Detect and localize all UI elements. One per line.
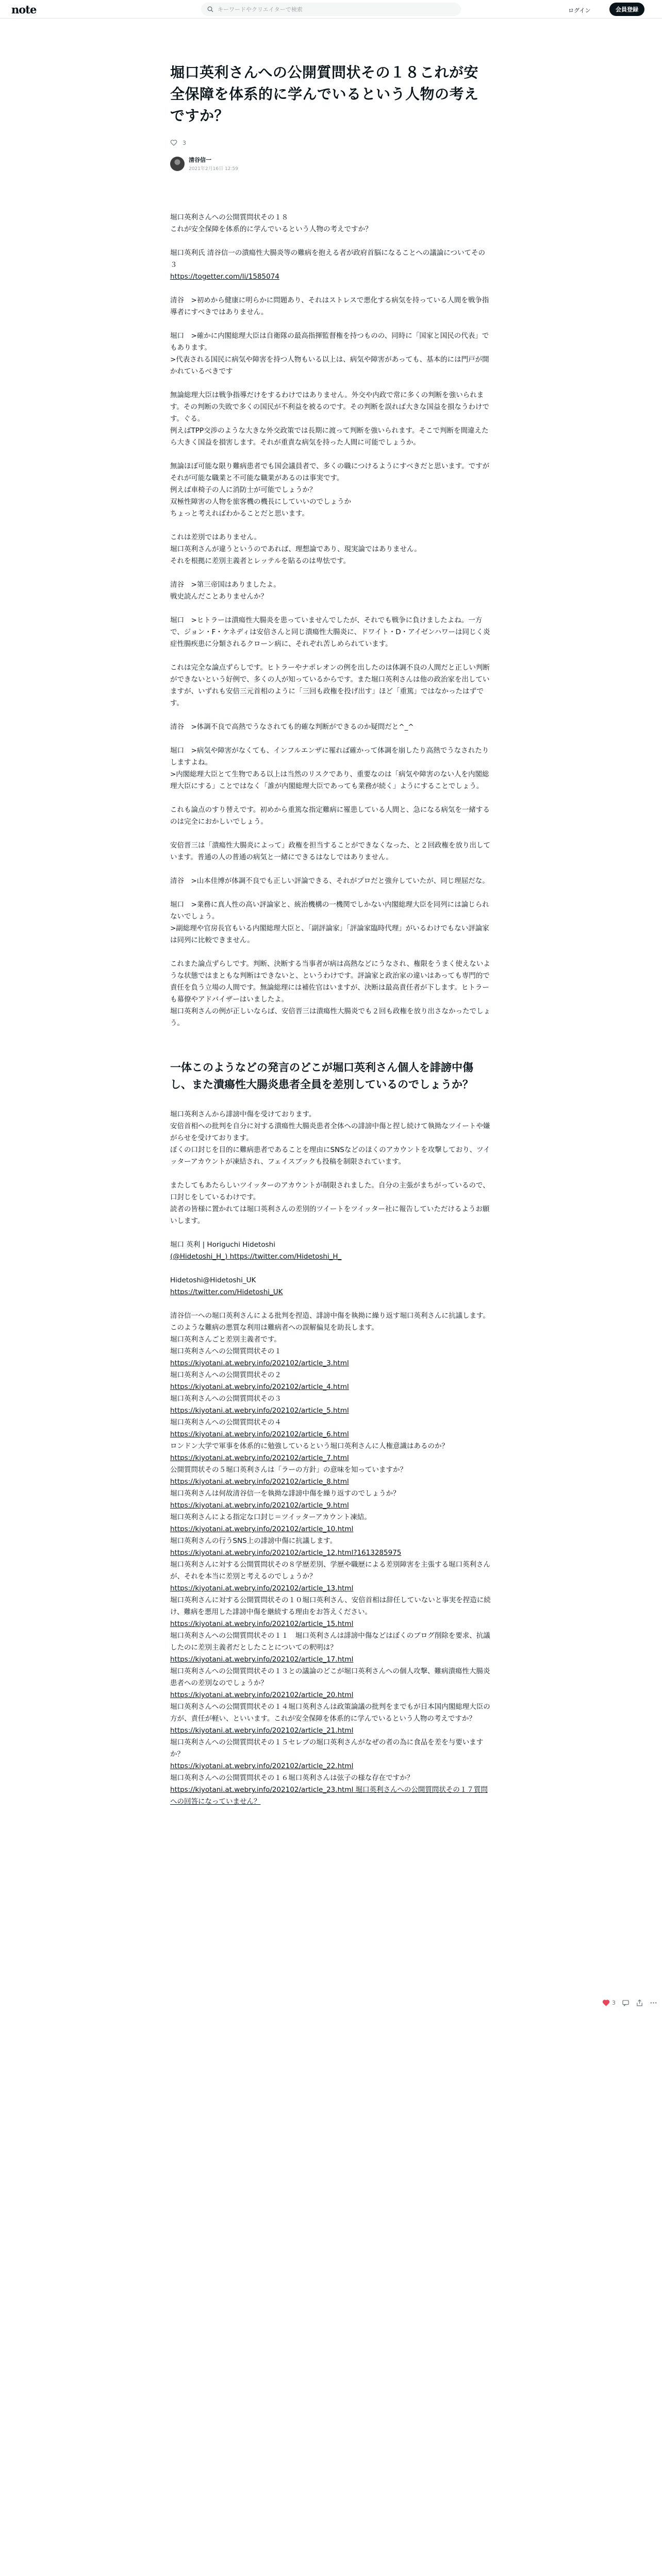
author-block	[170, 156, 492, 172]
reference-text: 堀口英利さんへの公開質問状その１３との議論のどこが堀口英利さんへの個人攻撃、難病潰瘍性大腸炎患者への差別なのでしょうか？	[170, 1667, 490, 1687]
article-body	[170, 212, 492, 1808]
reference-link[interactable]: https://twitter.com/Hidetoshi_UK	[170, 1288, 283, 1296]
paragraph: 堀口 >業務に真人性の高い評論家と、統治機構の一機関でしかない内閣総理大臣を同列には論じられないでしょう。 >副総理や官房長官もいる内閣総理大臣と、「副評論家」「評論家臨時代理」がいるわけでもない評論家は同列に比較できません。	[170, 901, 489, 944]
reference-text: 堀口英利さんへの公開質問状その１１ 堀口英利さんは誹謗中傷などはぼくのブログ削除を要求、抗議したのに差別主義者だとしたことについての釈明は？	[170, 1632, 490, 1652]
reference-link[interactable]: https://kiyotani.at.webry.info/202102/article_3.html	[170, 1359, 349, 1367]
reference-text: 堀口英利さんに対する公開質問状その８学歴差別、学歴や職歴による差別障害を主張する堀口英利さんが、それを本当に差別と考えるのでしょうか？	[170, 1561, 490, 1581]
paragraph: 無論総理大臣は戦争指導だけをするわけではありません。外交や内政で常に多くの判断を強いられます。その判断の失敗で多くの国民が不利益を被るのです。その判断を誤れば大きな国益を損なうわけです。ぐる。 例えばTPP交渉のような大きな外交政策では長期に渡って判断を強いられます。そこで判断を間違えたら大きく国益を損害します。それが重責な病気を持った人間に可能でしょうか。	[170, 391, 489, 447]
author-name[interactable]: 清谷信一	[189, 157, 211, 163]
search-box[interactable]	[201, 3, 461, 16]
reference-link[interactable]: https://kiyotani.at.webry.info/202102/article_17.html	[170, 1655, 354, 1664]
reference-text: 清谷信一への堀口英利さんによる批判を捏造、誹謗中傷を執拗に繰り返す堀口英利さんに抗議します。	[170, 1312, 490, 1320]
reference-text: 堀口英利さんは何故清谷信一を執拗な誹謗中傷を繰り返すのでしょうか？	[170, 1489, 400, 1498]
paragraph: 堀口英利さんから誹謗中傷を受けております。 安倍首相への批判を自分に対する潰瘍性大腸炎患者全体への誹謗中傷と捏し続けて執拗なツイートや嫌がらせを受けております。 ぼくの口封じを目的に難病患者であることを理由にSNSなどのほくのアカウントを攻撃しており、ツイッターアカウントが凍結され、フェイスブックも投稿を制限されています。	[170, 1110, 490, 1166]
paragraph: 清谷 >第三帝国はありましたよ。 戦史読んだことありませんか？	[170, 581, 280, 601]
paragraph: これは完全な論点ずらしです。ヒトラーやナポレオンの例を出したのは体調不良の人間だと正しい判断ができないという好例で、多くの人が知っているからです。また堀口英利さんは他の政治家を出していますが、いずれも安倍三元首相のように「三回も政権を投げ出す」ほど「重篤」ではなかったはずです。	[170, 664, 490, 707]
paragraph: 安倍晋三は「潰瘍性大腸炎によって」政権を担当することができなくなった、と２回政権を放り出しています。普通の人の普通の病気と一緒にできるはなしではありません。	[170, 841, 490, 861]
top-bar	[0, 0, 662, 19]
reference-text: このような難病の悪質な利用は難病者への誤解偏見を助長します。	[170, 1324, 378, 1332]
reference-link[interactable]: (@Hidetoshi_H_) https://twitter.com/Hidetoshi_H_	[170, 1252, 342, 1261]
search-input[interactable]	[218, 6, 444, 13]
reference-text	[170, 1263, 492, 1275]
article-title: 堀口英利さんへの公開質問状その１８これが安全保障を体系的に学んでいるという人物の考えですか？	[170, 64, 479, 124]
article	[170, 62, 492, 1808]
comment-icon[interactable]	[622, 1999, 630, 2007]
paragraph: またしてもあたらしいツイッターのアカウントが制限されました。自分の主張がまちがっているので、口封じをしているわけです。 読者の皆様に置かれては堀口英利さんの差別的ツイートをツイッター社に報告していただけるようお願いします。	[170, 1181, 490, 1225]
like-area	[170, 139, 492, 146]
signup-button[interactable]: 会員登録	[609, 3, 644, 16]
reference-text: 堀口英利さんへの公開質問状その１６堀口英利さんは弦子の様な存在ですか？	[170, 1774, 414, 1782]
reference-link[interactable]: https://kiyotani.at.webry.info/202102/article_23.html 堀口英利さんへの公開質問状その１７質問への回答になっていません？	[170, 1786, 488, 1806]
paragraph	[170, 247, 492, 283]
paragraph: これは差別ではありません。 堀口英利さんが違うというのであれば、理想論であり、現実論ではありません。 それを根拠に差別主義者とレッテルを貼るのは卑怯です。	[170, 533, 421, 565]
like-count: 3	[183, 139, 186, 146]
reference-link[interactable]: https://kiyotani.at.webry.info/202102/article_12.html?1613285975	[170, 1549, 402, 1557]
paragraph: 清谷 >山本佳博が体調不良でも正しい評論できる、それがプロだと強弁していたが、同じ理屈だな。	[170, 877, 489, 885]
reference-link[interactable]: https://kiyotani.at.webry.info/202102/article_5.html	[170, 1406, 349, 1415]
paragraph: 堀口英利さんへの公開質問状その１８ これが安全保障を体系的に学んでいるという人物の考えですか？	[170, 213, 372, 233]
section-heading: 一体このようなどの発言のどこが堀口英利さん個人を誹謗中傷し、また潰瘍性大腸炎患者全員を差別しているのでしょうか？	[170, 1061, 473, 1091]
reference-text: Hidetoshi@Hidetoshi_UK	[170, 1276, 256, 1284]
reference-link[interactable]: https://kiyotani.at.webry.info/202102/article_20.html	[170, 1691, 354, 1699]
author-avatar[interactable]	[170, 157, 185, 171]
float-like[interactable]	[602, 1999, 616, 2007]
reference-text	[170, 1298, 492, 1310]
paragraph: これまた論点ずらしです。判断、決断する当事者が病は高熱などにうなされ、権限をうまく使えないような状態ではまともな判断はできないと、というわけです。評論家と政治家の違いはあっても専門的で責任を負う立場の人間です。無論総理には補佐官はいますが、決断は最高責任者が下します。ヒトラーも幕僚やアドバイザーはいましたよ。 堀口英利さんの例が正しいならば、安倍晋三は潰瘍性大腸炎でも２回も政権を放り出さなかったでしょう。	[170, 960, 490, 1027]
reference-text: 堀口英利さんへの公開質問状その４	[170, 1418, 282, 1427]
reference-link[interactable]: https://kiyotani.at.webry.info/202102/article_9.html	[170, 1501, 349, 1510]
floating-actions	[602, 1999, 657, 2007]
reference-link[interactable]: https://kiyotani.at.webry.info/202102/article_8.html	[170, 1478, 349, 1486]
float-like-count: 3	[612, 1999, 616, 2006]
paragraph: 堀口 >ヒトラーは潰瘍性大腸炎を患っていませんでしたが、それでも戦争に負けましたよね。一方で、ジョン・F・ケネディは安倍さんと同じ潰瘍性大腸炎に、ドワイト・D・アイゼンハワーは同じく炎症性腸疾患に分類されるクローン病に、それぞれ苦しめられています。	[170, 616, 490, 648]
paragraph-text: 堀口英利氏 清谷信一の潰瘍性大腸炎等の難病を抱える者が政府首脳になることへの議論についてその３	[170, 249, 485, 269]
publish-date: 2021年2月16日 12:59	[189, 166, 238, 172]
reference-text: 堀口英利さんの行うSNS上の誹謗中傷に抗議します。	[170, 1537, 337, 1545]
reference-link[interactable]: https://kiyotani.at.webry.info/202102/article_13.html	[170, 1584, 354, 1592]
reference-text: 堀口英利さんへの公開質問状その２	[170, 1371, 282, 1379]
reference-text: 堀口英利さんごと差別主義者です。	[170, 1335, 281, 1344]
author-meta	[189, 156, 238, 172]
reference-text: 堀口英利さんへの公開質問状その３	[170, 1395, 282, 1403]
reference-text: 堀口英利さんに対する公開質問状その１０堀口英利さん、安倍首相は辞任していないと事実を捏造に続け、難病を悪用した誹謗中傷を継続する理由をお答えください。	[170, 1596, 491, 1616]
paragraph: 無論ほぼ可能な限り難病患者でも国会議員者で、多くの職につけるようにすべきだと思います。ですがそれが可能な職業と不可能な職業があるのは事実です。 例えば車椅子の人に消防士が可能でしょうか？ 双極性障害の人物を旅客機の機長にしていいのでしょうか ちょっと考えればわかることだと思います。	[170, 462, 490, 518]
note-logo[interactable]: note	[11, 3, 37, 16]
paragraph: 清谷 >初めから健康に明らかに問題あり、それはストレスで悪化する病気を持っている人間を戦争指導者にすべきではありません。	[170, 296, 489, 316]
reference-text: 堀口英利さんによる指定な口封じ＝ツイッターアカウント凍結。	[170, 1513, 371, 1521]
reference-link[interactable]: https://kiyotani.at.webry.info/202102/article_6.html	[170, 1430, 349, 1438]
heart-icon[interactable]	[602, 1999, 610, 2007]
paragraph: これも論点のすり替えです。初めから重篤な指定難病に罹患している人間と、急になる病気を一緒するのは完全におかしいでしょう。	[170, 806, 490, 826]
reference-link[interactable]: https://kiyotani.at.webry.info/202102/article_22.html	[170, 1762, 354, 1770]
share-icon[interactable]	[636, 1999, 643, 2007]
reference-list	[170, 1239, 492, 1808]
reference-text: 堀口 英利 | Horiguchi Hidetoshi	[170, 1241, 275, 1249]
paragraph: 堀口 >確かに内閣総理大臣は自衛隊の最高指揮監督権を持つものの、同時に「国家と国民の代表」でもあります。 >代表される国民に病気や障害を持つ人物もいる以上は、病気や障害があっても、基本的には門戸が開かれているべきです	[170, 332, 489, 376]
reference-text: 堀口英利さんへの公開質問状その１５セレブの堀口英利さんがなぜの者の為に食品を差を与要いますか？	[170, 1738, 484, 1758]
paragraph: 清谷 >体調不良で高熱でうなされても的確な判断ができるのか疑問だと^_^	[170, 723, 414, 731]
reference-link[interactable]: https://kiyotani.at.webry.info/202102/article_4.html	[170, 1383, 349, 1391]
reference-text: ロンドン大学で軍事を体系的に勉強しているという堀口英利さんに人権意識はあるのか？	[170, 1442, 449, 1450]
reference-text: 堀口英利さんへの公開質問状その１	[170, 1347, 282, 1355]
reference-text: 堀口英利さんへの公開質問状その１４堀口英利さんは政策論議の批判をまでもが日本国内閣総理大臣の方が、責任が軽い、といいます。これが安全保障を体系的に学んでいるという人物の考えですか？	[170, 1703, 490, 1723]
reference-link[interactable]: https://kiyotani.at.webry.info/202102/article_21.html	[170, 1726, 354, 1735]
login-button[interactable]: ログイン	[568, 7, 591, 14]
heart-icon[interactable]	[170, 139, 177, 146]
reference-link[interactable]: https://kiyotani.at.webry.info/202102/article_10.html	[170, 1525, 354, 1533]
reference-text: 公開質問状その５堀口英利さんは「ラーの方針」の意味を知っていますか？	[170, 1466, 407, 1474]
paragraph: 堀口 >病気や障害がなくても、インフルエンザに罹れば確かって体調を崩したり高熱でうなされたりしますよね。 >内閣総理大臣とて生物である以上は当然のリスクであり、重要なのは「病気や障害のない人を内閣総理大臣にする」ことではなく「誰が内閣総理大臣であっても業務が続く」ようにすることでしょう。	[170, 747, 489, 790]
reference-link[interactable]: https://kiyotani.at.webry.info/202102/article_15.html	[170, 1620, 354, 1628]
reference-link[interactable]: https://kiyotani.at.webry.info/202102/article_7.html	[170, 1454, 349, 1462]
more-icon[interactable]	[650, 1999, 657, 2007]
search-icon	[207, 6, 213, 12]
togetter-link[interactable]: https://togetter.com/li/1585074	[170, 273, 279, 281]
